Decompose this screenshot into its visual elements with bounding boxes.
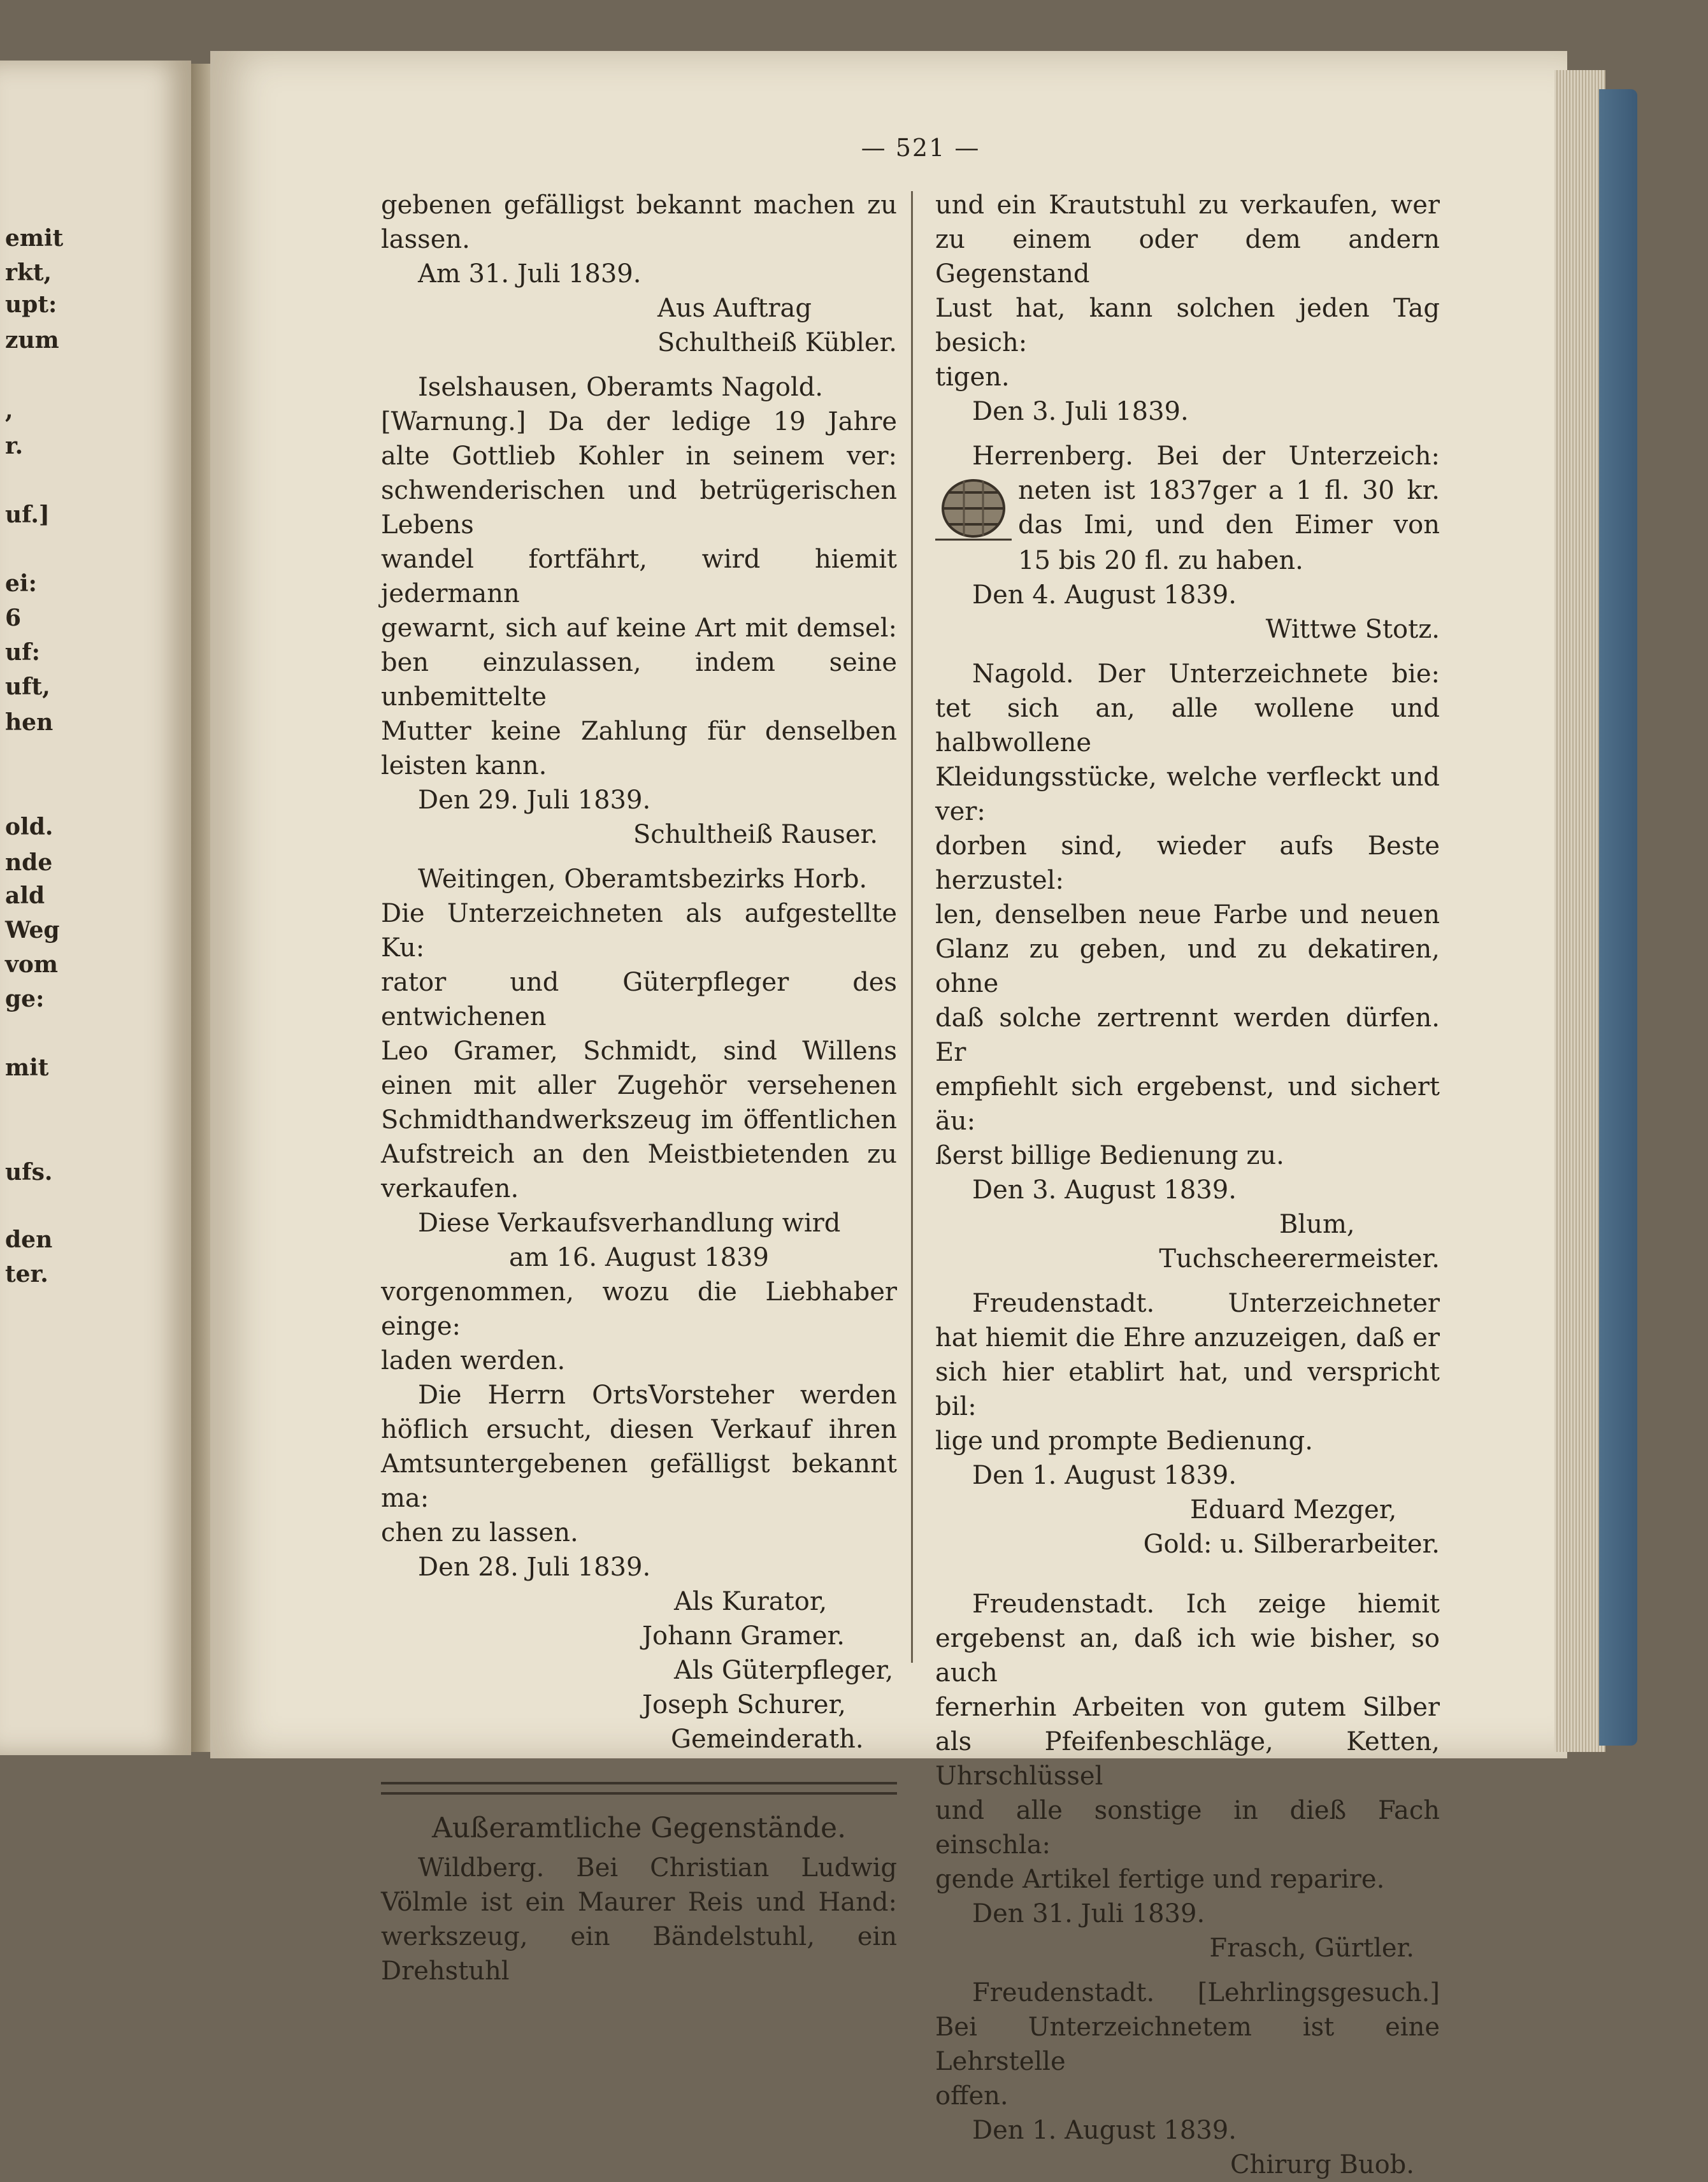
text-line: Schmidthandwerkszeug im öffentlichen	[381, 1105, 897, 1135]
column-divider	[911, 191, 913, 1663]
signature: Joseph Schurer,	[642, 1690, 846, 1719]
left-page-fragment: ufs.	[5, 1159, 53, 1186]
text-line: gende Artikel fertige und reparire.	[935, 1865, 1385, 1894]
signature-line: Gemeinderath.	[671, 1725, 864, 1754]
text-line: Die Herrn OrtsVorsteher werden	[418, 1381, 897, 1410]
notice-heading: Weitingen, Oberamtsbezirks Horb.	[418, 865, 868, 894]
signature: Chirurg Buob.	[1230, 2150, 1414, 2179]
left-page-fragment: uft,	[5, 673, 50, 700]
text-line: ben einzulassen, indem seine unbemittelte	[381, 648, 897, 712]
text-line: vorgenommen, wozu die Liebhaber einge:	[381, 1277, 897, 1341]
text-line: am 16. August 1839	[509, 1243, 769, 1272]
text-line: und alle sonstige in dieß Fach einschla:	[935, 1796, 1440, 1860]
advertisement-text	[1018, 473, 1440, 542]
notice-heading: Freudenstadt. Ich zeige hiemit	[972, 1590, 1440, 1619]
left-page-fragment: uf.]	[5, 501, 50, 528]
text-line: werkszeug, ein Bändelstuhl, ein Drehstuhl	[381, 1922, 897, 1986]
text-line: neten ist 1837ger a 1 fl. 30 kr.	[1018, 476, 1440, 505]
left-page-fragment: upt:	[5, 291, 57, 318]
text-line: verkaufen.	[381, 1174, 519, 1203]
left-page-fragment: den	[5, 1226, 53, 1253]
notice-heading: Freudenstadt. Unterzeichneter	[972, 1289, 1440, 1318]
text-line: schwenderischen und betrügerischen Lebens	[381, 476, 897, 540]
left-page-fragment: zum	[5, 327, 59, 354]
text-line: leisten kann.	[381, 751, 547, 780]
text-line: das Imi, und den Eimer von	[1018, 510, 1440, 540]
text-line: Aufstreich an den Meistbietenden zu	[381, 1140, 897, 1169]
notice-heading: Freudenstadt. [Lehrlingsgesuch.]	[972, 1978, 1440, 2007]
signature-line: Gold: u. Silberarbeiter.	[1143, 1530, 1440, 1559]
text-line: Die Unterzeichneten als aufgestellte Ku:	[381, 899, 897, 963]
text-line: und ein Krautstuhl zu verkaufen, wer	[935, 190, 1440, 220]
text-line: ßerst billige Bedienung zu.	[935, 1141, 1284, 1170]
left-page-fragment: r.	[5, 433, 24, 459]
left-page-fragment: Weg	[5, 917, 60, 944]
signature: Wittwe Stotz.	[1265, 615, 1440, 644]
left-page-fragment: ald	[5, 882, 45, 909]
text-line: len, denselben neue Farbe und neuen	[935, 900, 1440, 930]
book-cover	[1599, 89, 1637, 1746]
text-line: Völmle ist ein Maurer Reis und Hand:	[381, 1888, 897, 1917]
text-line: sich hier etablirt hat, und verspricht bil:	[935, 1358, 1440, 1421]
left-page-fragment: nde	[5, 849, 53, 876]
text-line: hat hiemit die Ehre anzuzeigen, daß er	[935, 1323, 1440, 1353]
text-line: dorben sind, wieder aufs Beste herzustel:	[935, 831, 1440, 895]
text-line: Glanz zu geben, und zu dekatiren, ohne	[935, 935, 1440, 998]
left-page-fragment: ter.	[5, 1261, 48, 1288]
notice-heading: Herrenberg. Bei der Unterzeich:	[972, 441, 1440, 471]
section-title: Außeramtliche Gegenstände.	[431, 1812, 847, 1844]
signature-line: Als Güterpfleger,	[674, 1656, 894, 1685]
page-number: — 521 —	[861, 134, 980, 162]
text-line: tet sich an, alle wollene und halbwollene	[935, 694, 1440, 757]
left-page-fragment: uf:	[5, 639, 40, 666]
signature-line: Tuchscheerermeister.	[1159, 1244, 1440, 1274]
left-page-fragment: rkt,	[5, 259, 52, 286]
text-line: Wildberg. Bei Christian Ludwig	[418, 1853, 897, 1883]
left-page-fragment: 6	[5, 605, 22, 631]
left-page-fragment: old.	[5, 814, 54, 840]
text-line: lassen.	[381, 225, 470, 254]
text-line: rator und Güterpfleger des entwichenen	[381, 968, 897, 1031]
barrel-icon	[935, 473, 1012, 543]
text-line: offen.	[935, 2081, 1008, 2111]
dateline: Den 3. August 1839.	[972, 1175, 1237, 1205]
signature-line: Als Kurator,	[674, 1587, 828, 1616]
left-page-fragment: mit	[5, 1054, 49, 1081]
text-line: [Warnung.] Da der ledige 19 Jahre	[381, 407, 897, 436]
dateline: Den 29. Juli 1839.	[418, 786, 651, 815]
signature: Blum,	[1279, 1210, 1355, 1239]
text-line: zu einem oder dem andern Gegenstand	[935, 225, 1440, 289]
text-line: gebenen gefälligst bekannt machen zu	[381, 190, 897, 220]
text-line: laden werden.	[381, 1346, 566, 1375]
text-line: wandel fortfährt, wird hiemit jedermann	[381, 545, 897, 608]
text-line: Leo Gramer, Schmidt, sind Willens	[381, 1037, 897, 1066]
signature: Schultheiß Kübler.	[657, 328, 897, 357]
text-line: alte Gottlieb Kohler in seinem ver:	[381, 441, 897, 471]
dateline: Den 1. August 1839.	[972, 2116, 1237, 2145]
text-line: 15 bis 20 fl. zu haben.	[1018, 546, 1303, 575]
text-line: Bei Unterzeichnetem ist eine Lehrstelle	[935, 2013, 1440, 2076]
dateline: Am 31. Juli 1839.	[418, 259, 642, 289]
left-page-fragment: emit	[5, 225, 64, 252]
text-line: tigen.	[935, 362, 1010, 392]
text-line: Lust hat, kann solchen jeden Tag besich:	[935, 294, 1440, 357]
text-line: Amtsuntergebenen gefälligst bekannt ma:	[381, 1449, 897, 1513]
dateline: Den 4. August 1839.	[972, 580, 1237, 610]
barrel-advertisement	[935, 473, 1440, 543]
dateline: Den 1. August 1839.	[972, 1461, 1237, 1490]
signature-line: Aus Auftrag	[657, 294, 812, 323]
left-page-fragment: ge:	[5, 986, 45, 1012]
section-rule	[381, 1782, 897, 1795]
text-line: gewarnt, sich auf keine Art mit demsel:	[381, 614, 897, 643]
text-line: fernerhin Arbeiten von gutem Silber	[935, 1693, 1440, 1722]
text-line: daß solche zertrennt werden dürfen. Er	[935, 1003, 1440, 1067]
text-line: Kleidungsstücke, welche verfleckt und ver:	[935, 763, 1440, 826]
dateline: Den 31. Juli 1839.	[972, 1899, 1205, 1928]
notice-heading	[381, 370, 897, 405]
text-line: lige und prompte Bedienung.	[935, 1426, 1313, 1456]
text-line: Diese Verkaufsverhandlung wird	[418, 1209, 841, 1238]
left-page-fragment: hen	[5, 709, 54, 736]
dateline: Den 28. Juli 1839.	[418, 1553, 651, 1582]
dateline: Den 3. Juli 1839.	[972, 397, 1189, 426]
notice-heading: Nagold. Der Unterzeichnete bie:	[972, 659, 1440, 689]
left-page-edge	[0, 61, 191, 1755]
left-column	[381, 188, 897, 1988]
left-page-fragment: vom	[5, 951, 59, 978]
text-line: Mutter keine Zahlung für denselben	[381, 717, 897, 746]
text-line: chen zu lassen.	[381, 1518, 578, 1547]
right-column	[935, 188, 1440, 2182]
place-name: Iselshausen, Oberamts Nagold.	[418, 373, 824, 402]
text-line: als Pfeifenbeschläge, Ketten, Uhrschlüssel	[935, 1727, 1440, 1791]
left-page-fragment: ,	[5, 397, 13, 424]
signature: Eduard Mezger,	[1190, 1495, 1397, 1525]
signature: Schultheiß Rauser.	[633, 820, 878, 849]
text-line: einen mit aller Zugehör versehenen	[381, 1071, 897, 1100]
text-line: empfiehlt sich ergebenst, und sichert äu:	[935, 1072, 1440, 1136]
page-edges	[1554, 70, 1605, 1752]
signature: Frasch, Gürtler.	[1209, 1934, 1414, 1963]
text-line: höflich ersucht, diesen Verkauf ihren	[381, 1415, 897, 1444]
signature: Johann Gramer.	[642, 1621, 845, 1651]
left-page-fragment: ei:	[5, 570, 37, 597]
text-line: ergebenst an, daß ich wie bisher, so auch	[935, 1624, 1440, 1688]
